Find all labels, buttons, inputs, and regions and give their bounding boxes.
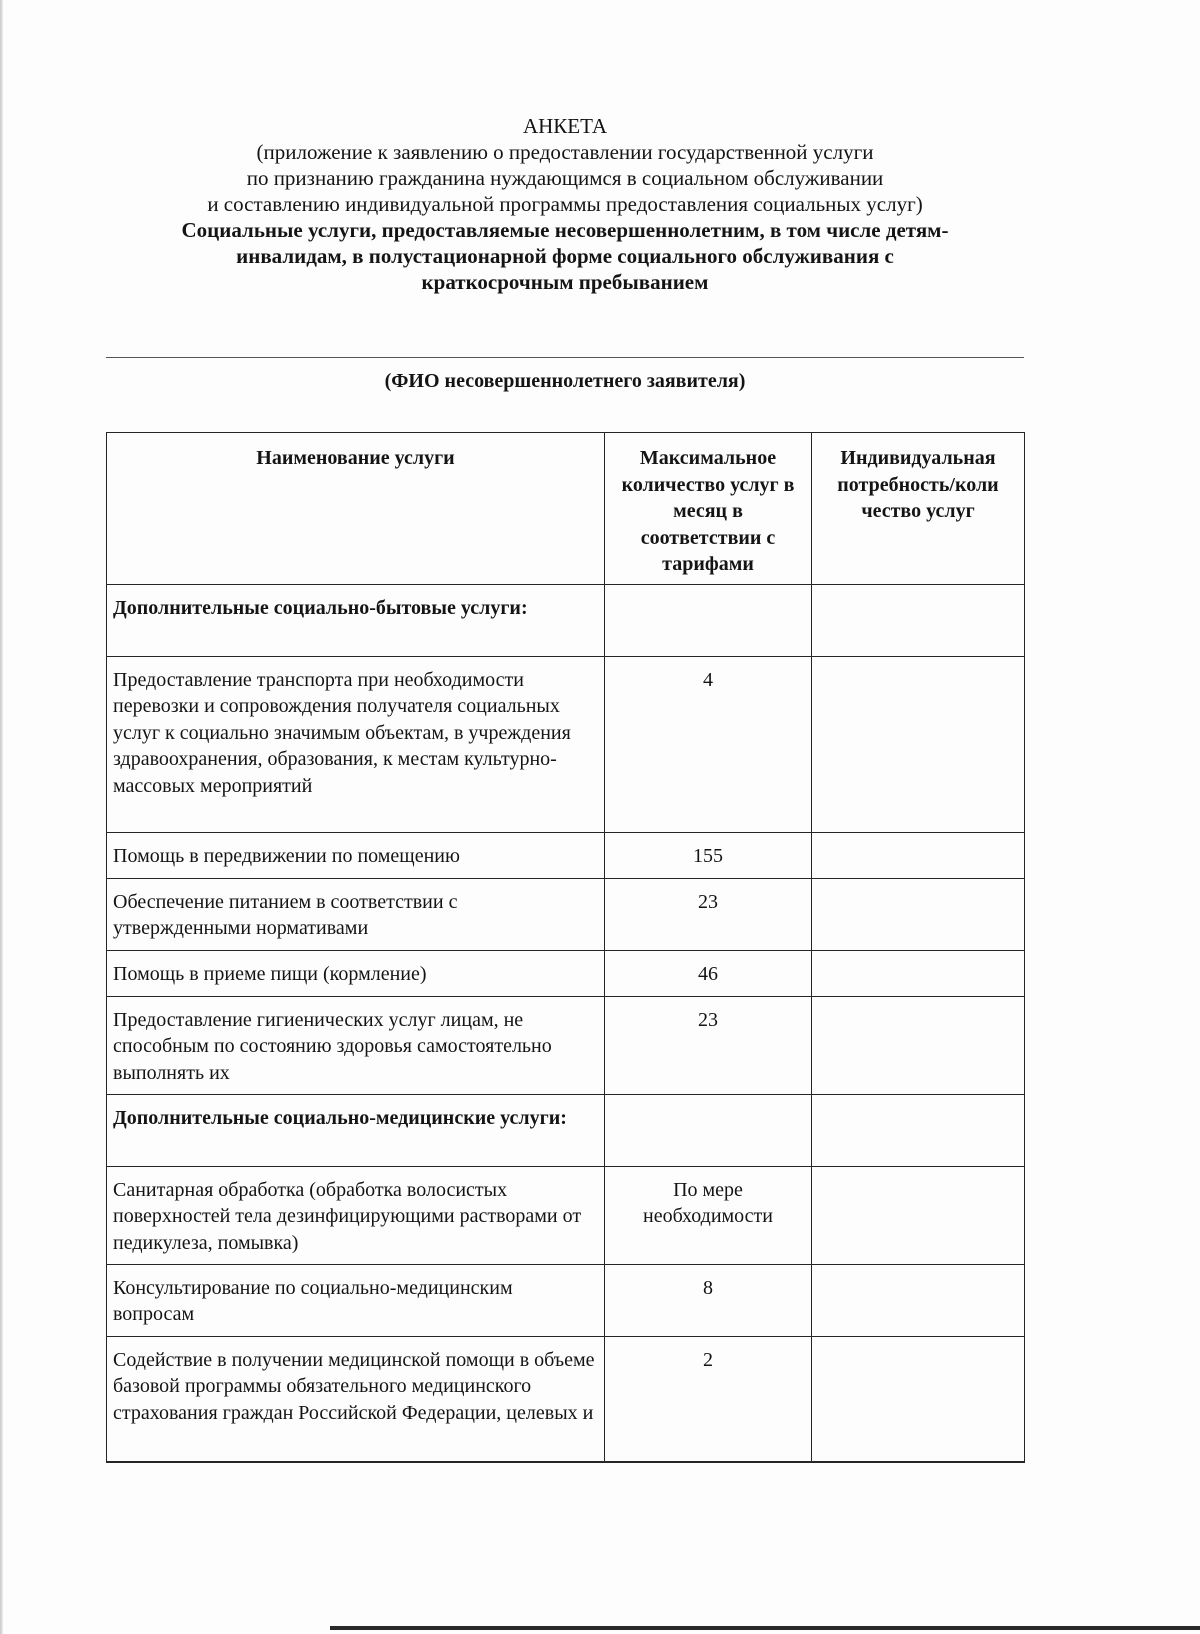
- form-subtitle-line-3: и составлению индивидуальной программы предоставления социальных услуг): [207, 192, 923, 216]
- service-name-cell: Помощь в передвижении по помещению: [107, 832, 605, 878]
- max-count-cell: 46: [605, 950, 812, 996]
- service-name-cell: Консультирование по социально-медицинским вопросам: [107, 1264, 605, 1336]
- table-row: [107, 832, 1025, 878]
- individual-need-cell[interactable]: [812, 832, 1025, 878]
- max-count-cell: 4: [605, 656, 812, 832]
- form-header: [60, 113, 1070, 295]
- applicant-name-caption: (ФИО несовершеннолетнего заявителя): [384, 370, 746, 392]
- service-name-cell: Содействие в получении медицинской помощи в объеме базовой программы обязательного медицинского страхования граждан Российской Федерации, целевых и: [107, 1336, 605, 1462]
- max-count-cell: По мере необходимости: [605, 1166, 812, 1264]
- max-count-cell: 23: [605, 878, 812, 950]
- form-heading-line-2: инвалидам, в полустационарной форме социального обслуживания с: [236, 244, 894, 268]
- max-count-cell: 155: [605, 832, 812, 878]
- individual-need-cell[interactable]: [812, 950, 1025, 996]
- table-row: [107, 656, 1025, 832]
- individual-need-cell[interactable]: [812, 1166, 1025, 1264]
- section-title: Дополнительные социально-медицинские услуги:: [107, 1094, 605, 1166]
- individual-need-cell[interactable]: [812, 1264, 1025, 1336]
- max-count-cell: 8: [605, 1264, 812, 1336]
- max-count-cell: [605, 584, 812, 656]
- individual-need-cell[interactable]: [812, 1336, 1025, 1462]
- table-row: [107, 950, 1025, 996]
- table-row: [107, 1264, 1025, 1336]
- form-heading-line-3: краткосрочным пребыванием: [421, 270, 709, 294]
- service-name-cell: Предоставление гигиенических услуг лицам, не способным по состоянию здоровья самостоятельно выполнять их: [107, 996, 605, 1094]
- individual-need-cell[interactable]: [812, 878, 1025, 950]
- individual-need-cell[interactable]: [812, 1094, 1025, 1166]
- header-individual-need: Индивидуальная потребность/коли чество услуг: [812, 433, 1025, 585]
- table-row: [107, 1336, 1025, 1462]
- table-row: [107, 1166, 1025, 1264]
- individual-need-cell[interactable]: [812, 996, 1025, 1094]
- form-subtitle-line-1: (приложение к заявлению о предоставлении государственной услуги: [256, 140, 874, 164]
- header-service-name: Наименование услуги: [107, 433, 605, 585]
- table-header-row: [107, 433, 1025, 585]
- service-name-cell: Санитарная обработка (обработка волосистых поверхностей тела дезинфицирующими растворами от педикулеза, помывка): [107, 1166, 605, 1264]
- scan-edge-left: [0, 0, 3, 1634]
- form-subtitle-line-2: по признанию гражданина нуждающимся в социальном обслуживании: [246, 166, 884, 190]
- applicant-name-field[interactable]: [106, 357, 1024, 358]
- table-row: [107, 1094, 1025, 1166]
- form-heading-line-1: Социальные услуги, предоставляемые несовершеннолетним, в том числе детям-: [181, 218, 949, 242]
- service-name-cell: Обеспечение питанием в соответствии с утвержденными нормативами: [107, 878, 605, 950]
- scan-edge-bottom: [330, 1626, 1200, 1630]
- header-max-count: Максимальное количество услуг в месяц в соответствии с тарифами: [605, 433, 812, 585]
- max-count-cell: [605, 1094, 812, 1166]
- form-title: АНКЕТА: [522, 114, 608, 138]
- service-name-cell: Предоставление транспорта при необходимости перевозки и сопровождения получателя социальных услуг к социально значимым объектам, в учреждения здравоохранения, образования, к местам культурно-массовых мероприятий: [107, 656, 605, 832]
- individual-need-cell[interactable]: [812, 656, 1025, 832]
- services-table: [106, 432, 1025, 1463]
- individual-need-cell[interactable]: [812, 584, 1025, 656]
- table-row: [107, 584, 1025, 656]
- table-row: [107, 996, 1025, 1094]
- section-title: Дополнительные социально-бытовые услуги:: [107, 584, 605, 656]
- max-count-cell: 2: [605, 1336, 812, 1462]
- max-count-cell: 23: [605, 996, 812, 1094]
- table-row: [107, 878, 1025, 950]
- service-name-cell: Помощь в приеме пищи (кормление): [107, 950, 605, 996]
